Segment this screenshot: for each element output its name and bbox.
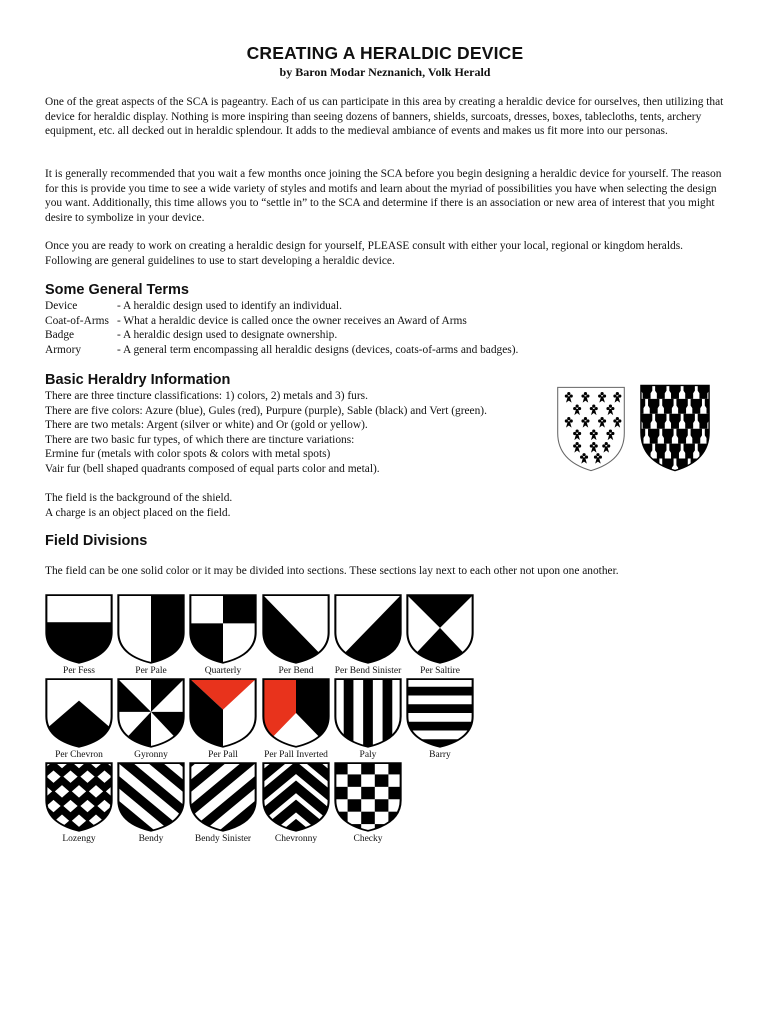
lozengy-shield-icon (45, 762, 113, 832)
division-caption: Checky (353, 834, 383, 844)
division-caption: Bendy (138, 834, 164, 844)
division-caption: Per Bend Sinister (334, 666, 402, 676)
per-pale-shield-icon (117, 594, 185, 664)
term-row (45, 328, 518, 343)
term-row (45, 299, 518, 314)
term-definition: - A general term encompassing all heraldic designs (devices, coats-of-arms and badges). (117, 343, 519, 356)
division-caption: Bendy Sinister (194, 834, 252, 844)
info-spacer (45, 477, 535, 492)
info-line: There are two basic fur types, of which there are tincture variations: (45, 433, 355, 446)
field-line: A charge is an object placed on the field. (45, 506, 231, 519)
term-definition: - What a heraldic device is called once the owner receives an Award of Arms (117, 314, 467, 327)
paly-shield-icon (334, 678, 402, 748)
term-name: Badge (45, 329, 75, 342)
info-heading: Basic Heraldry Information (45, 372, 231, 388)
intro-paragraph-2: It is generally recommended that you wait a few months once joining the SCA before you begin designing a heraldic device for yourself. The reason for this is provide you time to see a wide variety of styles and motifs and learn about the myriad of possibilities you have when selecting the design you want. Additionally, this time allows you to “settle in” to the SCA and determine if there is an association or new area of interest that you might desire to symbolize in your device. (45, 168, 722, 224)
checky-shield-icon (334, 762, 402, 832)
per-bend-sinister-shield-icon (334, 594, 402, 664)
bendy-shield-icon (117, 762, 185, 832)
info-line: Ermine fur (metals with color spots & colors with metal spots) (45, 448, 331, 461)
ermine-shield-icon (556, 386, 626, 472)
per-pall-inverted-shield-icon (262, 678, 330, 748)
divisions-heading: Field Divisions (45, 533, 148, 549)
bendy-sinister-shield-icon (189, 762, 257, 832)
division-caption: Per Saltire (420, 666, 460, 676)
division-caption: Per Chevron (55, 750, 103, 760)
division-caption: Barry (429, 750, 451, 760)
term-definition: - A heraldic design used to designate ownership. (117, 329, 338, 342)
intro-paragraph-1: One of the great aspects of the SCA is pageantry. Each of us can participate in this area by creating a heraldic device for ourselves, then utilizing that device for heraldic display. Nothing is more inspiring than seeing dozens of banners, shields, surcoats, dresses, boxes, tablecloths, tents, archery equipment, etc. all decked out in heraldic splendour. It adds to the medieval ambiance of events and makes us fit more into our personas. (45, 96, 724, 138)
term-row (45, 343, 518, 358)
chevronny-shield-icon (262, 762, 330, 832)
info-line: There are five colors: Azure (blue), Gules (red), Purpure (purple), Sable (black) and Vert (green). (45, 404, 487, 417)
term-row (45, 314, 518, 329)
per-chevron-shield-icon (45, 678, 113, 748)
per-saltire-shield-icon (406, 594, 474, 664)
info-list (45, 389, 535, 520)
info-line: There are two metals: Argent (silver or white) and Or (gold or yellow). (45, 419, 368, 432)
info-line: Vair fur (bell shaped quadrants composed of equal parts color and metal). (45, 462, 380, 475)
division-caption: Chevronny (274, 834, 318, 844)
barry-shield-icon (406, 678, 474, 748)
intro-paragraph-3: Once you are ready to work on creating a heraldic design for yourself, PLEASE consult with either your local, regional or kingdom heralds. Following are general guidelines to use to start developing a heraldic device. (45, 240, 684, 267)
division-caption: Per Pall (208, 750, 238, 760)
document-byline: by Baron Modar Neznanich, Volk Herald (279, 65, 491, 79)
term-name: Device (45, 300, 78, 312)
term-definition: - A heraldic design used to identify an individual. (117, 300, 342, 312)
division-caption: Per Pale (135, 666, 167, 676)
per-pall-shield-icon (189, 678, 257, 748)
info-line: There are three tincture classifications: 1) colors, 2) metals and 3) furs. (45, 390, 368, 402)
quarterly-shield-icon (189, 594, 257, 664)
term-name: Coat-of-Arms (45, 314, 109, 327)
division-caption: Paly (359, 750, 377, 760)
vair-shield-icon (639, 384, 711, 472)
per-fess-shield-icon (45, 594, 113, 664)
field-line: The field is the background of the shield. (45, 492, 233, 505)
terms-heading: Some General Terms (45, 282, 189, 298)
division-caption: Gyronny (134, 750, 168, 760)
document-title: CREATING A HERALDIC DEVICE (246, 43, 524, 63)
division-caption: Quarterly (204, 666, 242, 676)
division-caption: Lozengy (62, 834, 96, 844)
division-caption: Per Bend (278, 666, 314, 676)
division-caption: Per Pall Inverted (264, 750, 328, 760)
terms-list (45, 299, 518, 357)
divisions-intro: The field can be one solid color or it may be divided into sections. These sections lay next to each other not upon one another. (45, 565, 619, 577)
per-bend-shield-icon (262, 594, 330, 664)
division-caption: Per Fess (63, 666, 95, 676)
gyronny-shield-icon (117, 678, 185, 748)
term-name: Armory (45, 343, 82, 356)
